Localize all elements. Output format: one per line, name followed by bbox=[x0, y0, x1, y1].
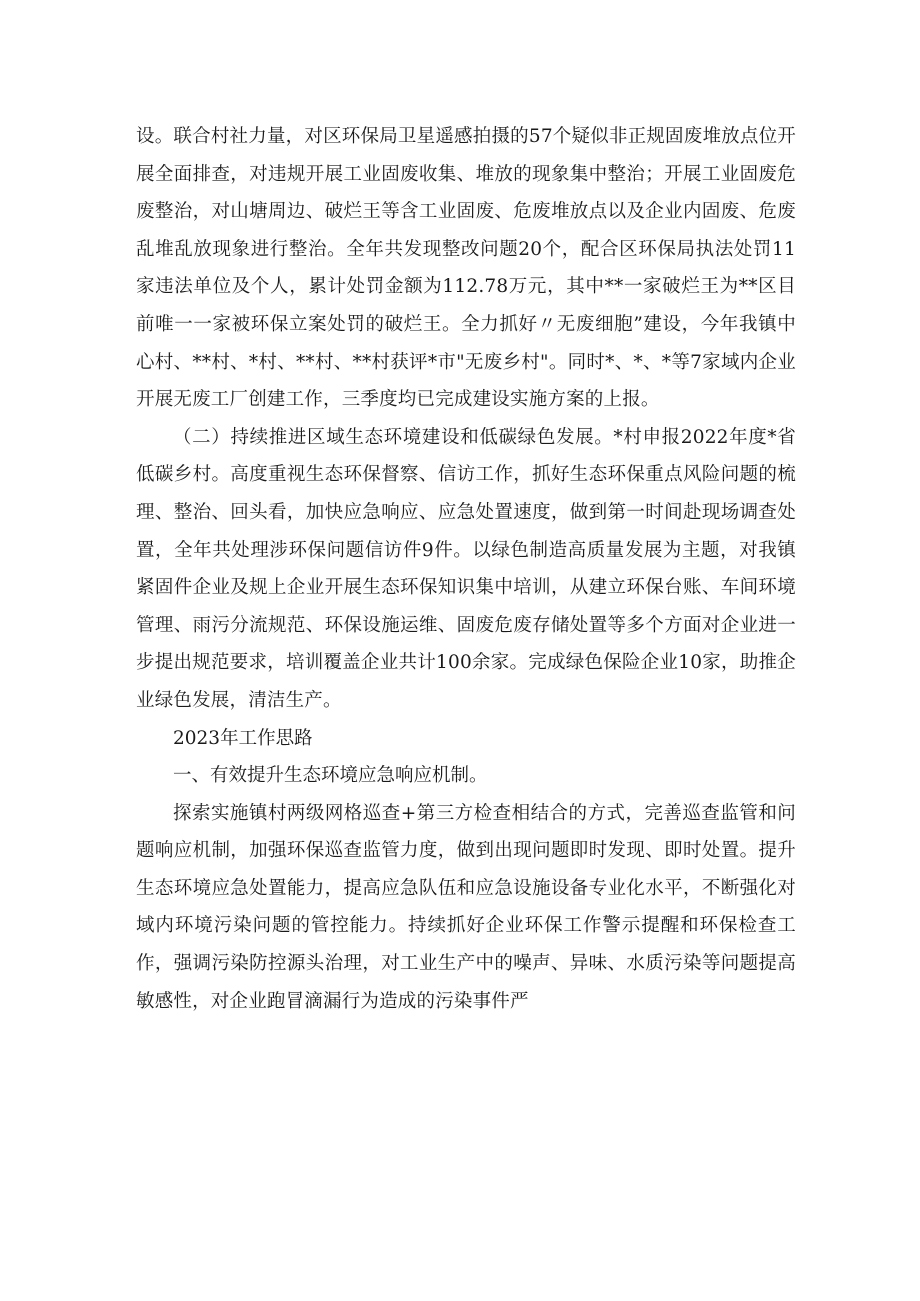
document-body bbox=[136, 118, 796, 1020]
paragraph-ecological-low-carbon: （二）持续推进区域生态环境建设和低碳绿色发展。*村申报2022年度*省低碳乡村。高度重视生态环保督察、信访工作，抓好生态环保重点风险问题的梳理、整治、回头看，加快应急响应、应急处置速度，做到第一时间赴现场调查处置，全年共处理涉环保问题信访件9件。以绿色制造高质量发展为主题，对我镇紧固件企业及规上企业开展生态环保知识集中培训，从建立环保台账、车间环境管理、雨污分流规范、环保设施运维、固废危废存储处置等多个方面对企业进一步提出规范要求，培训覆盖企业共计100余家。完成绿色保险企业10家，助推企业绿色发展，清洁生产。 bbox=[136, 426, 796, 711]
heading-2023-work-plan: 2023年工作思路 bbox=[173, 727, 313, 749]
paragraph-solid-waste-remediation: 设。联合村社力量，对区环保局卫星遥感拍摄的57个疑似非正规固废堆放点位开展全面排查，对违规开展工业固废收集、堆放的现象集中整治；开展工业固废危废整治，对山塘周边、破烂王等含工业固废、危废堆放点以及企业内固废、危废乱堆乱放现象进行整治。全年共发现整改问题20个，配合区环保局执法处罚11家违法单位及个人，累计处罚金额为112.78万元，其中**一家破烂王为**区目前唯一一家被环保立案处罚的破烂王。全力抓好〃无废细胞”建设，今年我镇中心村、**村、*村、**村、**村获评*市"无废乡村"。同时*、*、*等7家域内企业开展无废工厂创建工作，三季度均已完成建设实施方案的上报。 bbox=[136, 126, 796, 411]
heading-emergency-response: 一、有效提升生态环境应急响应机制。 bbox=[173, 765, 488, 787]
paragraph-grid-inspection: 探索实施镇村两级网格巡查+第三方检查相结合的方式，完善巡查监管和问题响应机制，加强环保巡查监管力度，做到出现问题即时发现、即时处置。提升生态环境应急处置能力，提高应急队伍和应急设施设备专业化水平，不断强化对域内环境污染问题的管控能力。持续抓好企业环保工作警示提醒和环保检查工作，强调污染防控源头治理，对工业生产中的噪声、异味、水质污染等问题提高敏感性，对企业跑冒滴漏行为造成的污染事件严 bbox=[136, 802, 796, 1012]
